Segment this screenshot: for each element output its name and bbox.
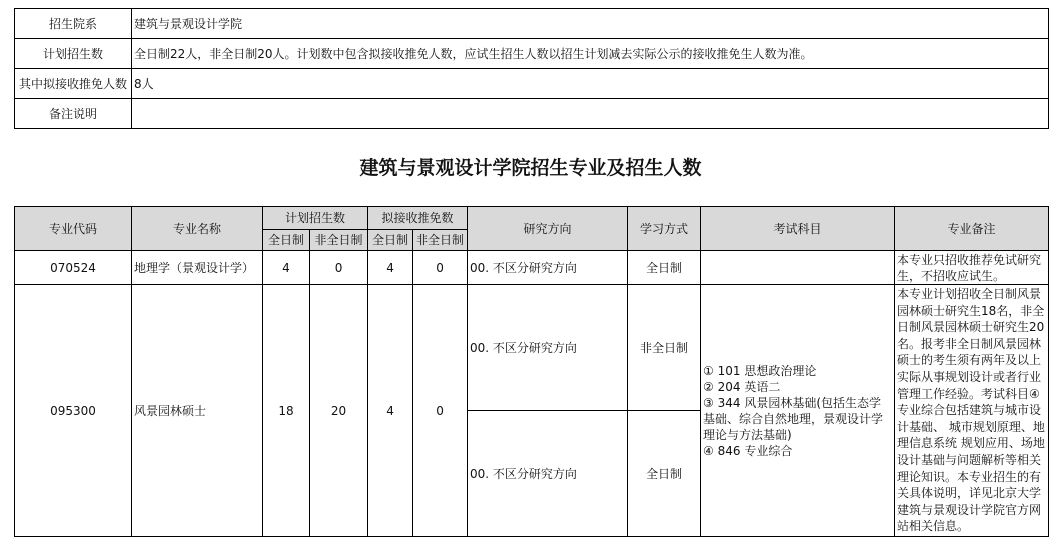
majors-table (14, 206, 1049, 537)
header-notes: 专业备注 (895, 207, 1049, 251)
cell-plan-full: 18 (263, 285, 310, 537)
info-row (15, 69, 1049, 99)
cell-exempt-full: 4 (368, 251, 413, 285)
cell-notes: 本专业计划招收全日制风景园林硕士研究生18名，非全日制风景园林硕士研究生20名。报考非全日制风景园林硕士的考生须有两年及以上实际从事规划设计或者行业管理工作经验。考试科目④专业综合包括建筑与城市设计基础、 城市规划原理、地理信息系统 规划应用、场地设计基础与问题解析等相关理论知识。本专业招生的有关具体说明，详见北京大学建筑与景观设计学院官方网站相关信息。 (895, 285, 1049, 537)
header-plan: 计划招生数 (263, 207, 368, 230)
header-exempt-fulltime: 全日制 (368, 230, 413, 251)
header-name: 专业名称 (132, 207, 263, 251)
info-value: 全日制22人，非全日制20人。计划数中包含拟接收推免人数，应试生招生人数以招生计划减去实际公示的接收推免生人数为准。 (132, 39, 1049, 69)
cell-code: 095300 (15, 285, 132, 537)
cell-mode: 全日制 (628, 411, 701, 537)
subject-item: ③ 344 风景园林基础(包括生态学基础、综合自然地理，景观设计学理论与方法基础) (703, 395, 884, 442)
info-label: 其中拟接收推免人数 (15, 69, 132, 99)
cell-direction: 00. 不区分研究方向 (468, 251, 628, 285)
info-table (14, 8, 1049, 129)
header-exempt-parttime: 非全日制 (413, 230, 468, 251)
header-code: 专业代码 (15, 207, 132, 251)
cell-plan-part: 0 (310, 251, 368, 285)
info-row (15, 9, 1049, 39)
cell-direction: 00. 不区分研究方向 (468, 411, 628, 537)
info-label: 备注说明 (15, 99, 132, 129)
cell-name: 地理学（景观设计学） (132, 251, 263, 285)
cell-plan-full: 4 (263, 251, 310, 285)
info-value (132, 99, 1049, 129)
table-row (15, 251, 1049, 285)
subject-item: ② 204 英语二 (703, 379, 781, 394)
info-row (15, 39, 1049, 69)
header-plan-fulltime: 全日制 (263, 230, 310, 251)
cell-mode: 非全日制 (628, 285, 701, 411)
table-row (15, 285, 1049, 411)
header-row (15, 207, 1049, 230)
cell-direction: 00. 不区分研究方向 (468, 285, 628, 411)
header-plan-parttime: 非全日制 (310, 230, 368, 251)
page-title: 建筑与景观设计学院招生专业及招生人数 (359, 157, 702, 179)
cell-code: 070524 (15, 251, 132, 285)
cell-exempt-part: 0 (413, 251, 468, 285)
subject-item: ④ 846 专业综合 (703, 443, 793, 458)
header-mode: 学习方式 (628, 207, 701, 251)
header-direction: 研究方向 (468, 207, 628, 251)
cell-exempt-full: 4 (368, 285, 413, 537)
cell-name: 风景园林硕士 (132, 285, 263, 537)
cell-mode: 全日制 (628, 251, 701, 285)
info-value: 8人 (132, 69, 1049, 99)
subject-item: ① 101 思想政治理论 (703, 363, 817, 378)
cell-plan-part: 20 (310, 285, 368, 537)
cell-notes: 本专业只招收推荐免试研究生，不招收应试生。 (895, 251, 1049, 285)
header-exempt: 拟接收推免数 (368, 207, 468, 230)
cell-exempt-part: 0 (413, 285, 468, 537)
header-subjects: 考试科目 (701, 207, 895, 251)
cell-subjects (701, 285, 895, 537)
cell-subjects (701, 251, 895, 285)
info-row (15, 99, 1049, 129)
info-value: 建筑与景观设计学院 (132, 9, 1049, 39)
info-label: 计划招生数 (15, 39, 132, 69)
info-label: 招生院系 (15, 9, 132, 39)
